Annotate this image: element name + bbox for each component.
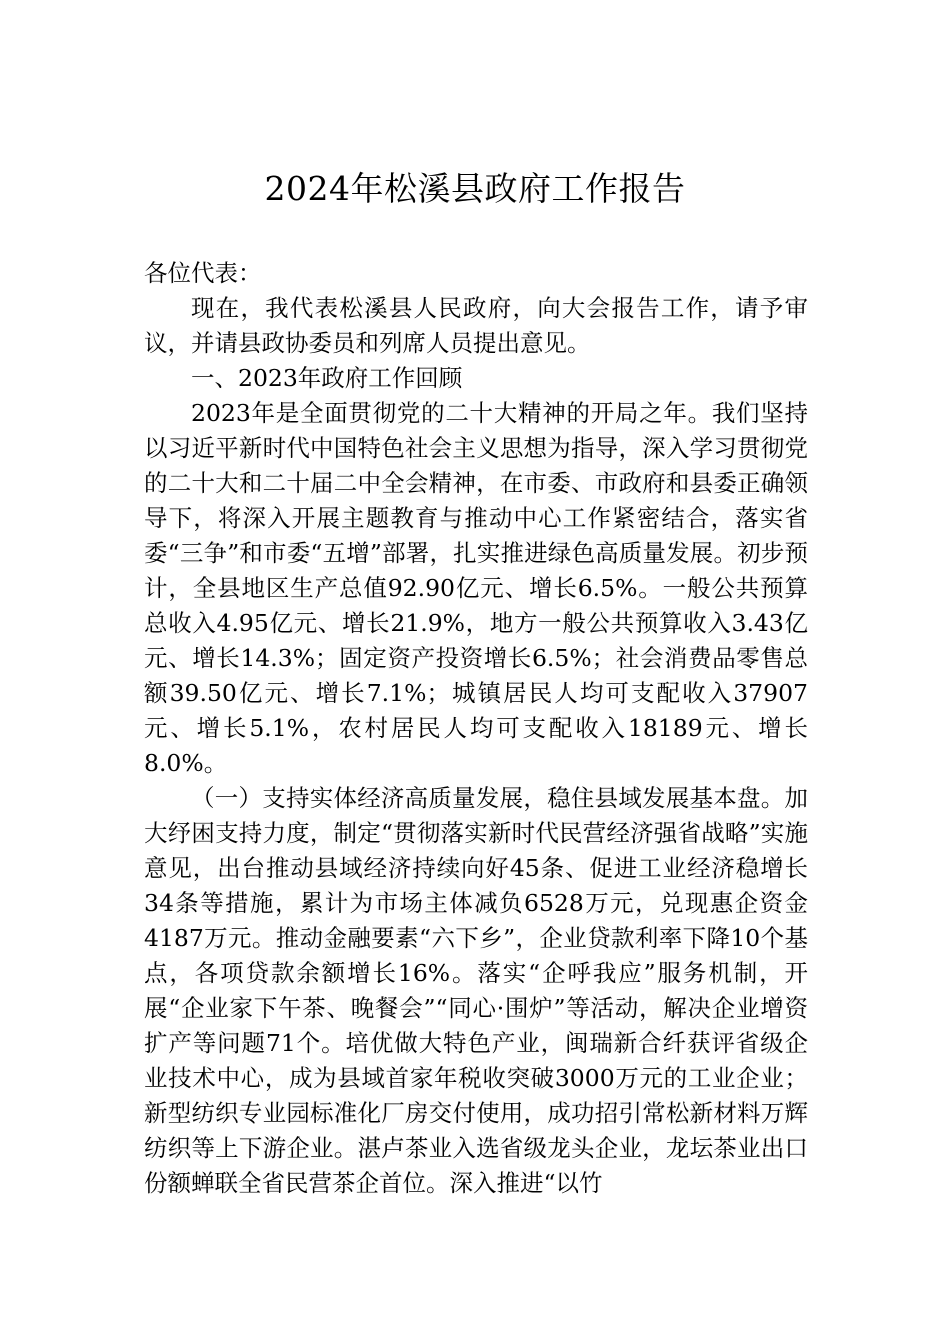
- paragraph-intro: 现在，我代表松溪县人民政府，向大会报告工作，请予审议，并请县政协委员和列席人员提出意见。: [144, 294, 808, 357]
- salutation: 各位代表：: [144, 259, 262, 287]
- document-title: 2024年松溪县政府工作报告: [264, 169, 686, 208]
- paragraph-review: 2023年是全面贯彻党的二十大精神的开局之年。我们坚持以习近平新时代中国特色社会主义思想为指导，深入学习贯彻党的二十大和二十届二中全会精神，在市委、市政府和县委正确领导下，将深入开展主题教育与推动中心工作紧密结合，落实省委“三争”和市委“五增”部署，扎实推进绿色高质量发展。初步预计，全县地区生产总值92.90亿元、增长6.5%。一般公共预算总收入4.95亿元、增长21.9%，地方一般公共预算收入3.43亿元、增长14.3%；固定资产投资增长6.5%；社会消费品零售总额39.50亿元、增长7.1%；城镇居民人均可支配收入37907元、增长5.1%，农村居民人均可支配收入18189元、增长8.0%。: [144, 399, 808, 777]
- document-body: [144, 256, 808, 1201]
- section-heading: 一、2023年政府工作回顾: [191, 364, 463, 392]
- paragraph-section-one: （一）支持实体经济高质量发展，稳住县域发展基本盘。加大纾困支持力度，制定“贯彻落实新时代民营经济强省战略”实施意见，出台推动县域经济持续向好45条、促进工业经济稳增长34条等措施，累计为市场主体减负6528万元，兑现惠企资金4187万元。推动金融要素“六下乡”，企业贷款利率下降10个基点，各项贷款余额增长16%。落实“企呼我应”服务机制，开展“企业家下午茶、晚餐会”“同心·围炉”等活动，解决企业增资扩产等问题71个。培优做大特色产业，闽瑞新合纤获评省级企业技术中心，成为县域首家年税收突破3000万元的工业企业；新型纺织专业园标准化厂房交付使用，成功招引常松新材料万辉纺织等上下游企业。湛卢茶业入选省级龙头企业，龙坛茶业出口份额蝉联全省民营茶企首位。深入推进“以竹: [144, 784, 808, 1197]
